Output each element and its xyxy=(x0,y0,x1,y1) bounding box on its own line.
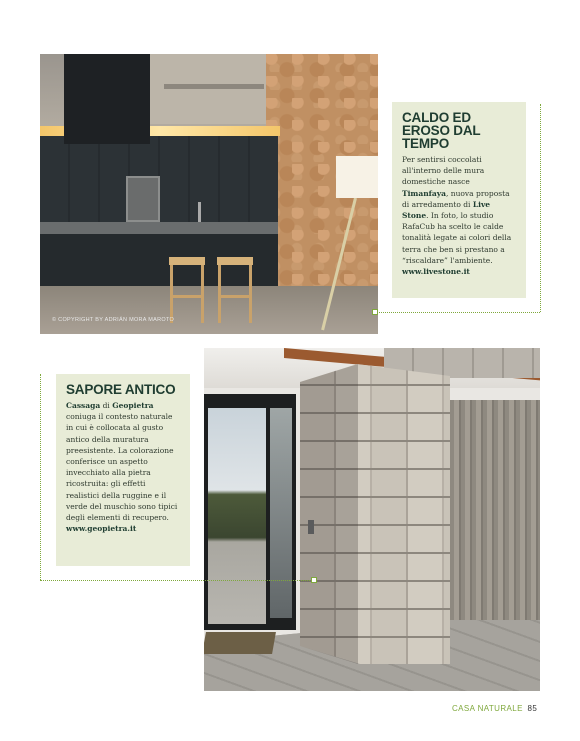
oven xyxy=(126,176,160,222)
caption-text-part: , nuova proposta di arredamento di xyxy=(402,188,510,209)
caption-text-part: . In foto, lo studio RafaCub ha scelto le calde tonalità legate ai colori della terra che ben si prestano a “riscaldare” l'ambiente. xyxy=(402,211,512,265)
website-link[interactable]: www.geopietra.it xyxy=(66,524,137,534)
brand-name: Live Stone xyxy=(402,199,491,221)
brand-name: Geopietra xyxy=(112,401,154,410)
magazine-name: CASA NATURALE xyxy=(452,704,523,713)
connector-marker xyxy=(372,309,378,315)
air-vent xyxy=(164,84,264,89)
bar-stool xyxy=(218,257,252,323)
range-hood xyxy=(64,54,150,144)
intercom-panel xyxy=(308,520,314,534)
brand-name: Timanfaya xyxy=(402,188,446,198)
stone-column-shadow xyxy=(300,364,358,664)
faucet xyxy=(198,202,201,222)
glass-door xyxy=(208,408,266,624)
page-number: 85 xyxy=(527,704,538,713)
caption-text-part: Per sentirsi coccolati all'interno delle mura domestiche nasce xyxy=(402,155,485,187)
caption-text-part: coniuga il contesto naturale in cui è collocata al gusto antico della muratura preesistente. La colorazione conferisce un aspetto invecchiato alla pietra ricostruita: gli effetti realistici della ruggine e il verde del muschio sono tipici degli elementi di recupero. xyxy=(66,412,178,523)
countertop xyxy=(40,222,278,234)
page-footer xyxy=(452,704,537,713)
caption-text xyxy=(402,154,516,277)
side-glass-panel xyxy=(270,408,292,618)
door-mat xyxy=(204,632,276,654)
dotted-connector xyxy=(540,104,541,312)
caption-text-part: di xyxy=(100,401,113,410)
kitchen-photo xyxy=(40,54,378,334)
dotted-connector xyxy=(376,312,540,313)
connector-marker xyxy=(311,577,317,583)
bar-stool xyxy=(170,257,204,323)
caption-box-sapore xyxy=(56,374,190,566)
dotted-connector xyxy=(40,374,41,580)
floor-lamp-shade xyxy=(336,156,378,198)
product-name: Cassaga xyxy=(66,401,101,410)
stone-entrance-photo xyxy=(204,348,540,691)
caption-title: SAPORE ANTICO xyxy=(66,382,176,397)
caption-box-caldo xyxy=(392,102,526,298)
ceiling-panel xyxy=(150,54,280,124)
caption-text xyxy=(66,400,180,534)
dotted-connector xyxy=(40,580,314,581)
wooden-gate xyxy=(450,400,540,620)
caption-title: CALDO ED EROSO DAL TEMPO xyxy=(402,110,481,151)
photo-copyright: © COPYRIGHT BY ADRIÁN MORA MAROTO xyxy=(52,317,175,323)
website-link[interactable]: www.livestone.it xyxy=(402,267,470,277)
